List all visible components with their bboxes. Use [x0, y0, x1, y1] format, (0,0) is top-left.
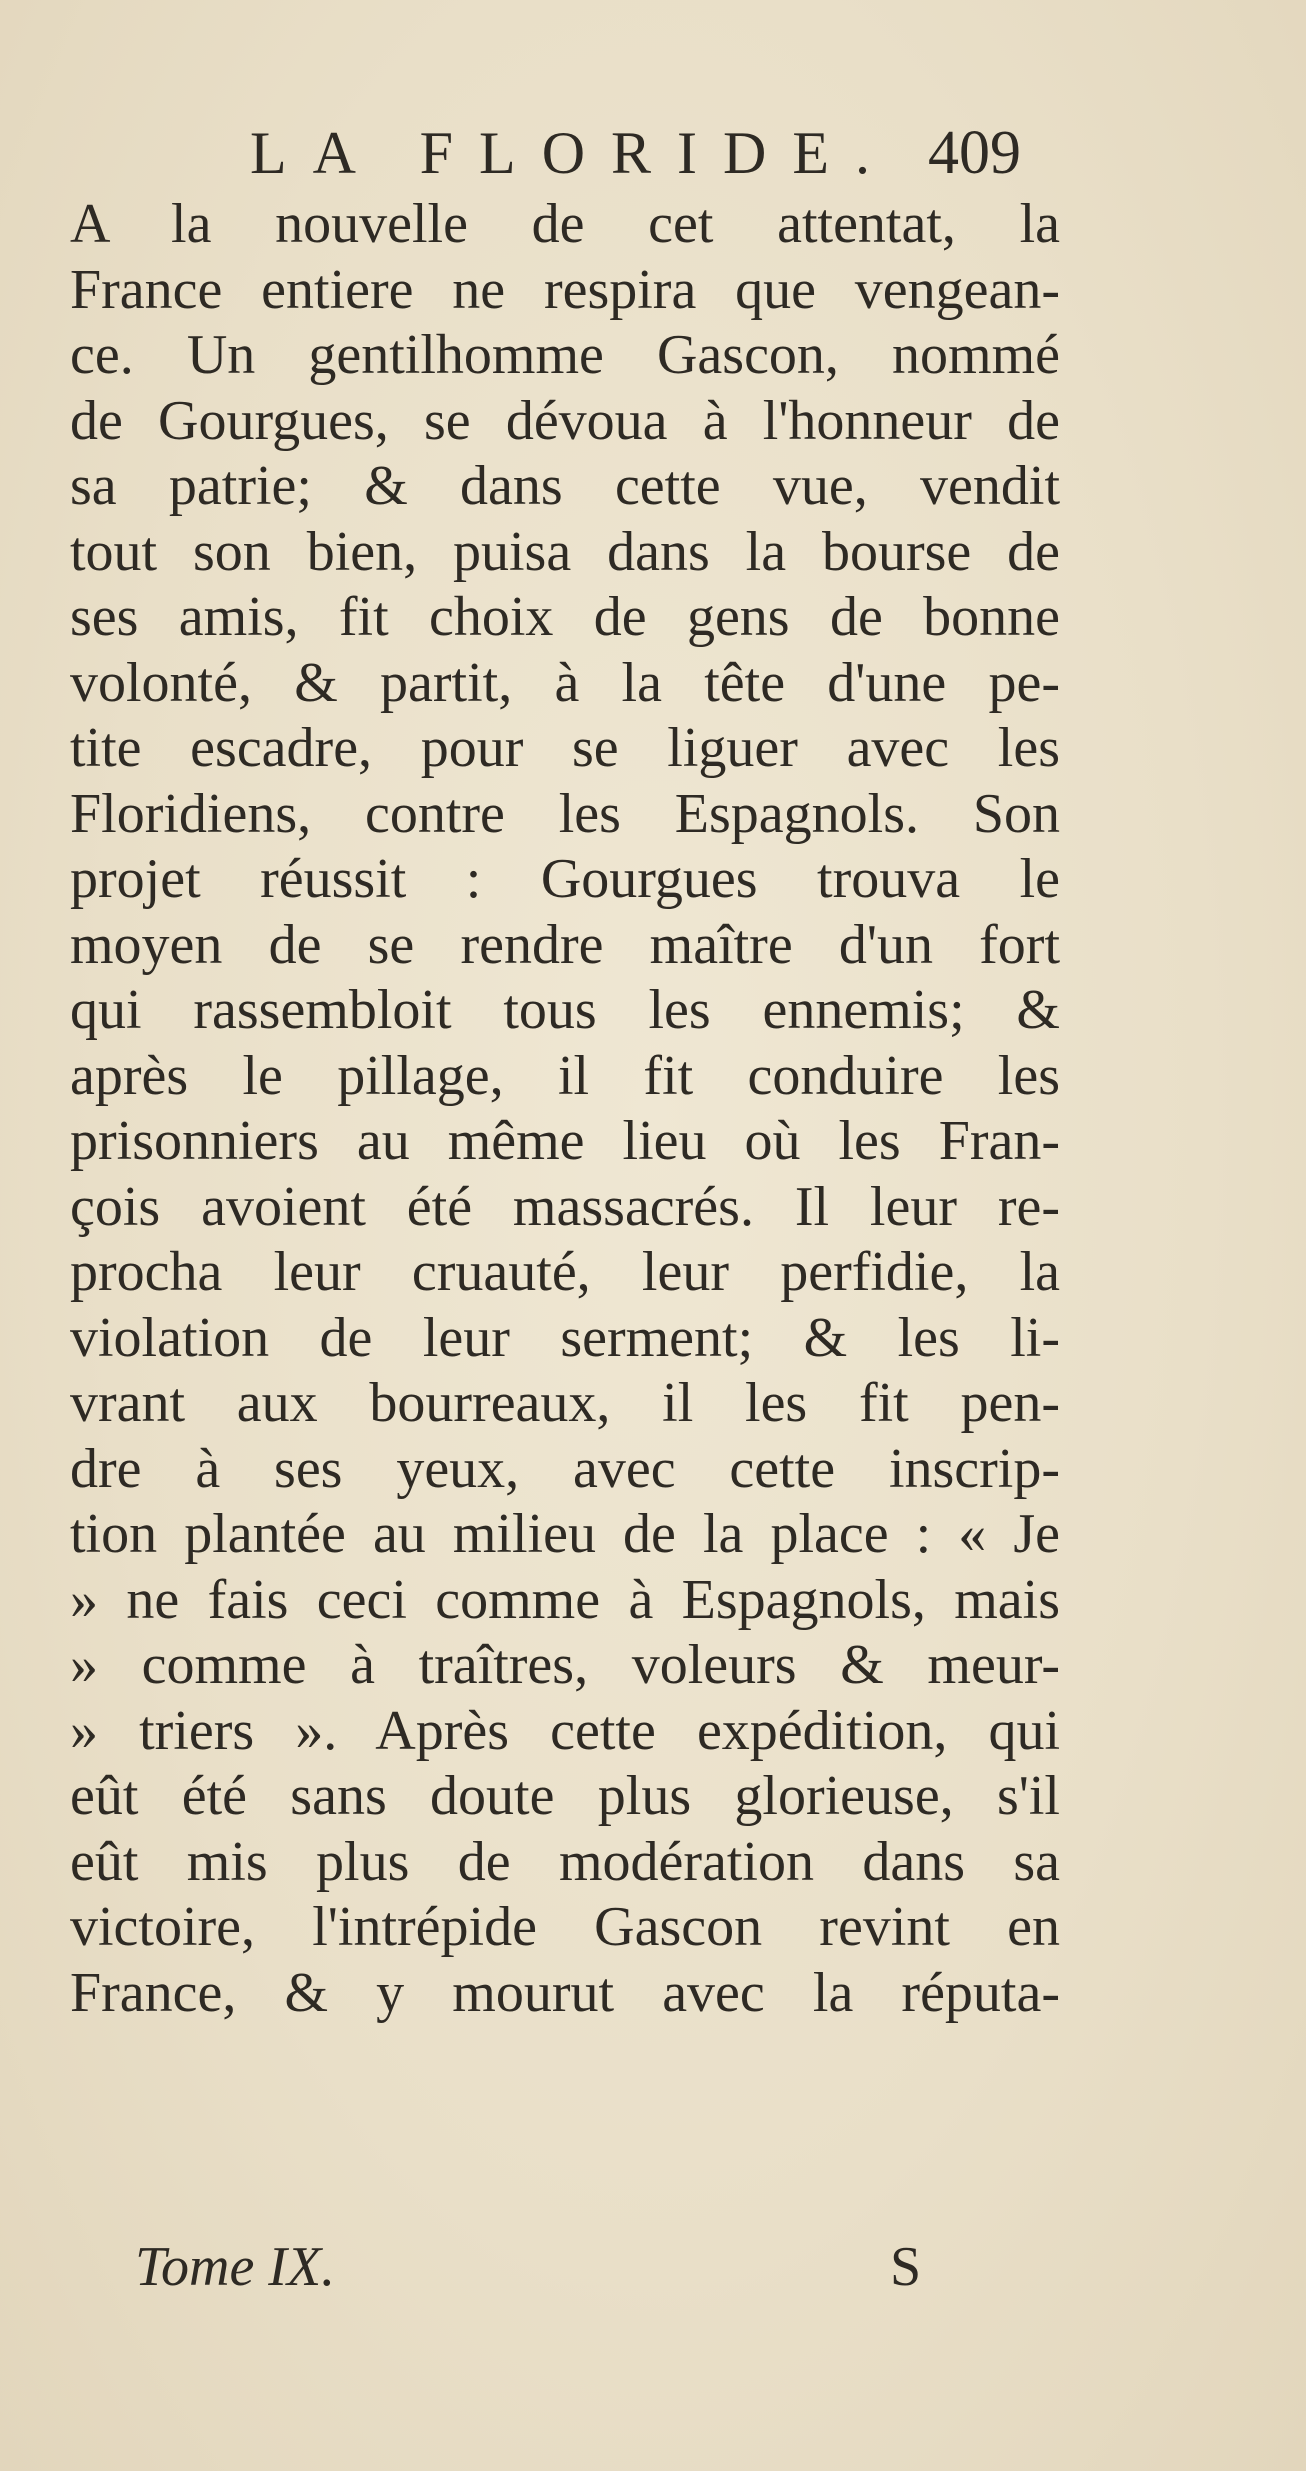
text-line: volonté, & partit, à la tête d'une pe- [70, 651, 1060, 714]
text-line: moyen de se rendre maître d'un fort [70, 913, 1060, 976]
text-line: ses amis, fit choix de gens de bonne [70, 586, 1060, 648]
text-line: sa patrie; & dans cette vue, vendit [70, 455, 1060, 517]
text-line: après le pillage, il fit conduire les [70, 1044, 1060, 1107]
text-line: eût mis plus de modération dans sa [70, 1830, 1060, 1893]
text-line: Floridiens, contre les Espagnols. Son [70, 782, 1060, 845]
text-line: France, & y mourut avec la réputa- [70, 1961, 1060, 2024]
page-number: 409 [928, 119, 1021, 187]
text-line: vrant aux bourreaux, il les fit pen- [70, 1372, 1060, 1434]
text-line: prisonniers au même lieu où les Fran- [70, 1110, 1060, 1172]
body-text [70, 192, 1060, 2026]
text-line: procha leur cruauté, leur perfidie, la [70, 1241, 1060, 1303]
page-header [0, 118, 1306, 188]
text-line: çois avoient été massacrés. Il leur re- [70, 1175, 1060, 1238]
volume-label: Tome IX. [135, 2236, 336, 2298]
text-line: France entiere ne respira que vengean- [70, 258, 1060, 321]
text-line: ce. Un gentilhomme Gascon, nommé [70, 324, 1060, 386]
text-line: » triers ». Après cette expédition, qui [70, 1699, 1060, 1762]
text-line: qui rassembloit tous les ennemis; & [70, 979, 1060, 1041]
text-line: tite escadre, pour se liguer avec les [70, 717, 1060, 779]
running-title: LA FLORIDE. [250, 120, 896, 186]
text-line: tout son bien, puisa dans la bourse de [70, 520, 1060, 583]
signature-mark: S [890, 2236, 922, 2298]
text-line: projet réussit : Gourgues trouva le [70, 848, 1060, 910]
text-line: victoire, l'intrépide Gascon revint en [70, 1896, 1060, 1958]
text-line: de Gourgues, se dévoua à l'honneur de [70, 389, 1060, 452]
text-line: A la nouvelle de cet attentat, la [70, 193, 1060, 255]
text-line: violation de leur serment; & les li- [70, 1306, 1060, 1369]
text-line: » comme à traîtres, voleurs & meur- [70, 1634, 1060, 1696]
text-line: eût été sans doute plus glorieuse, s'il [70, 1765, 1060, 1827]
text-line: dre à ses yeux, avec cette inscrip- [70, 1437, 1060, 1500]
text-line: » ne fais ceci comme à Espagnols, mais [70, 1568, 1060, 1631]
text-line: tion plantée au milieu de la place : « Je [70, 1503, 1060, 1565]
page-footer [0, 2232, 1306, 2302]
